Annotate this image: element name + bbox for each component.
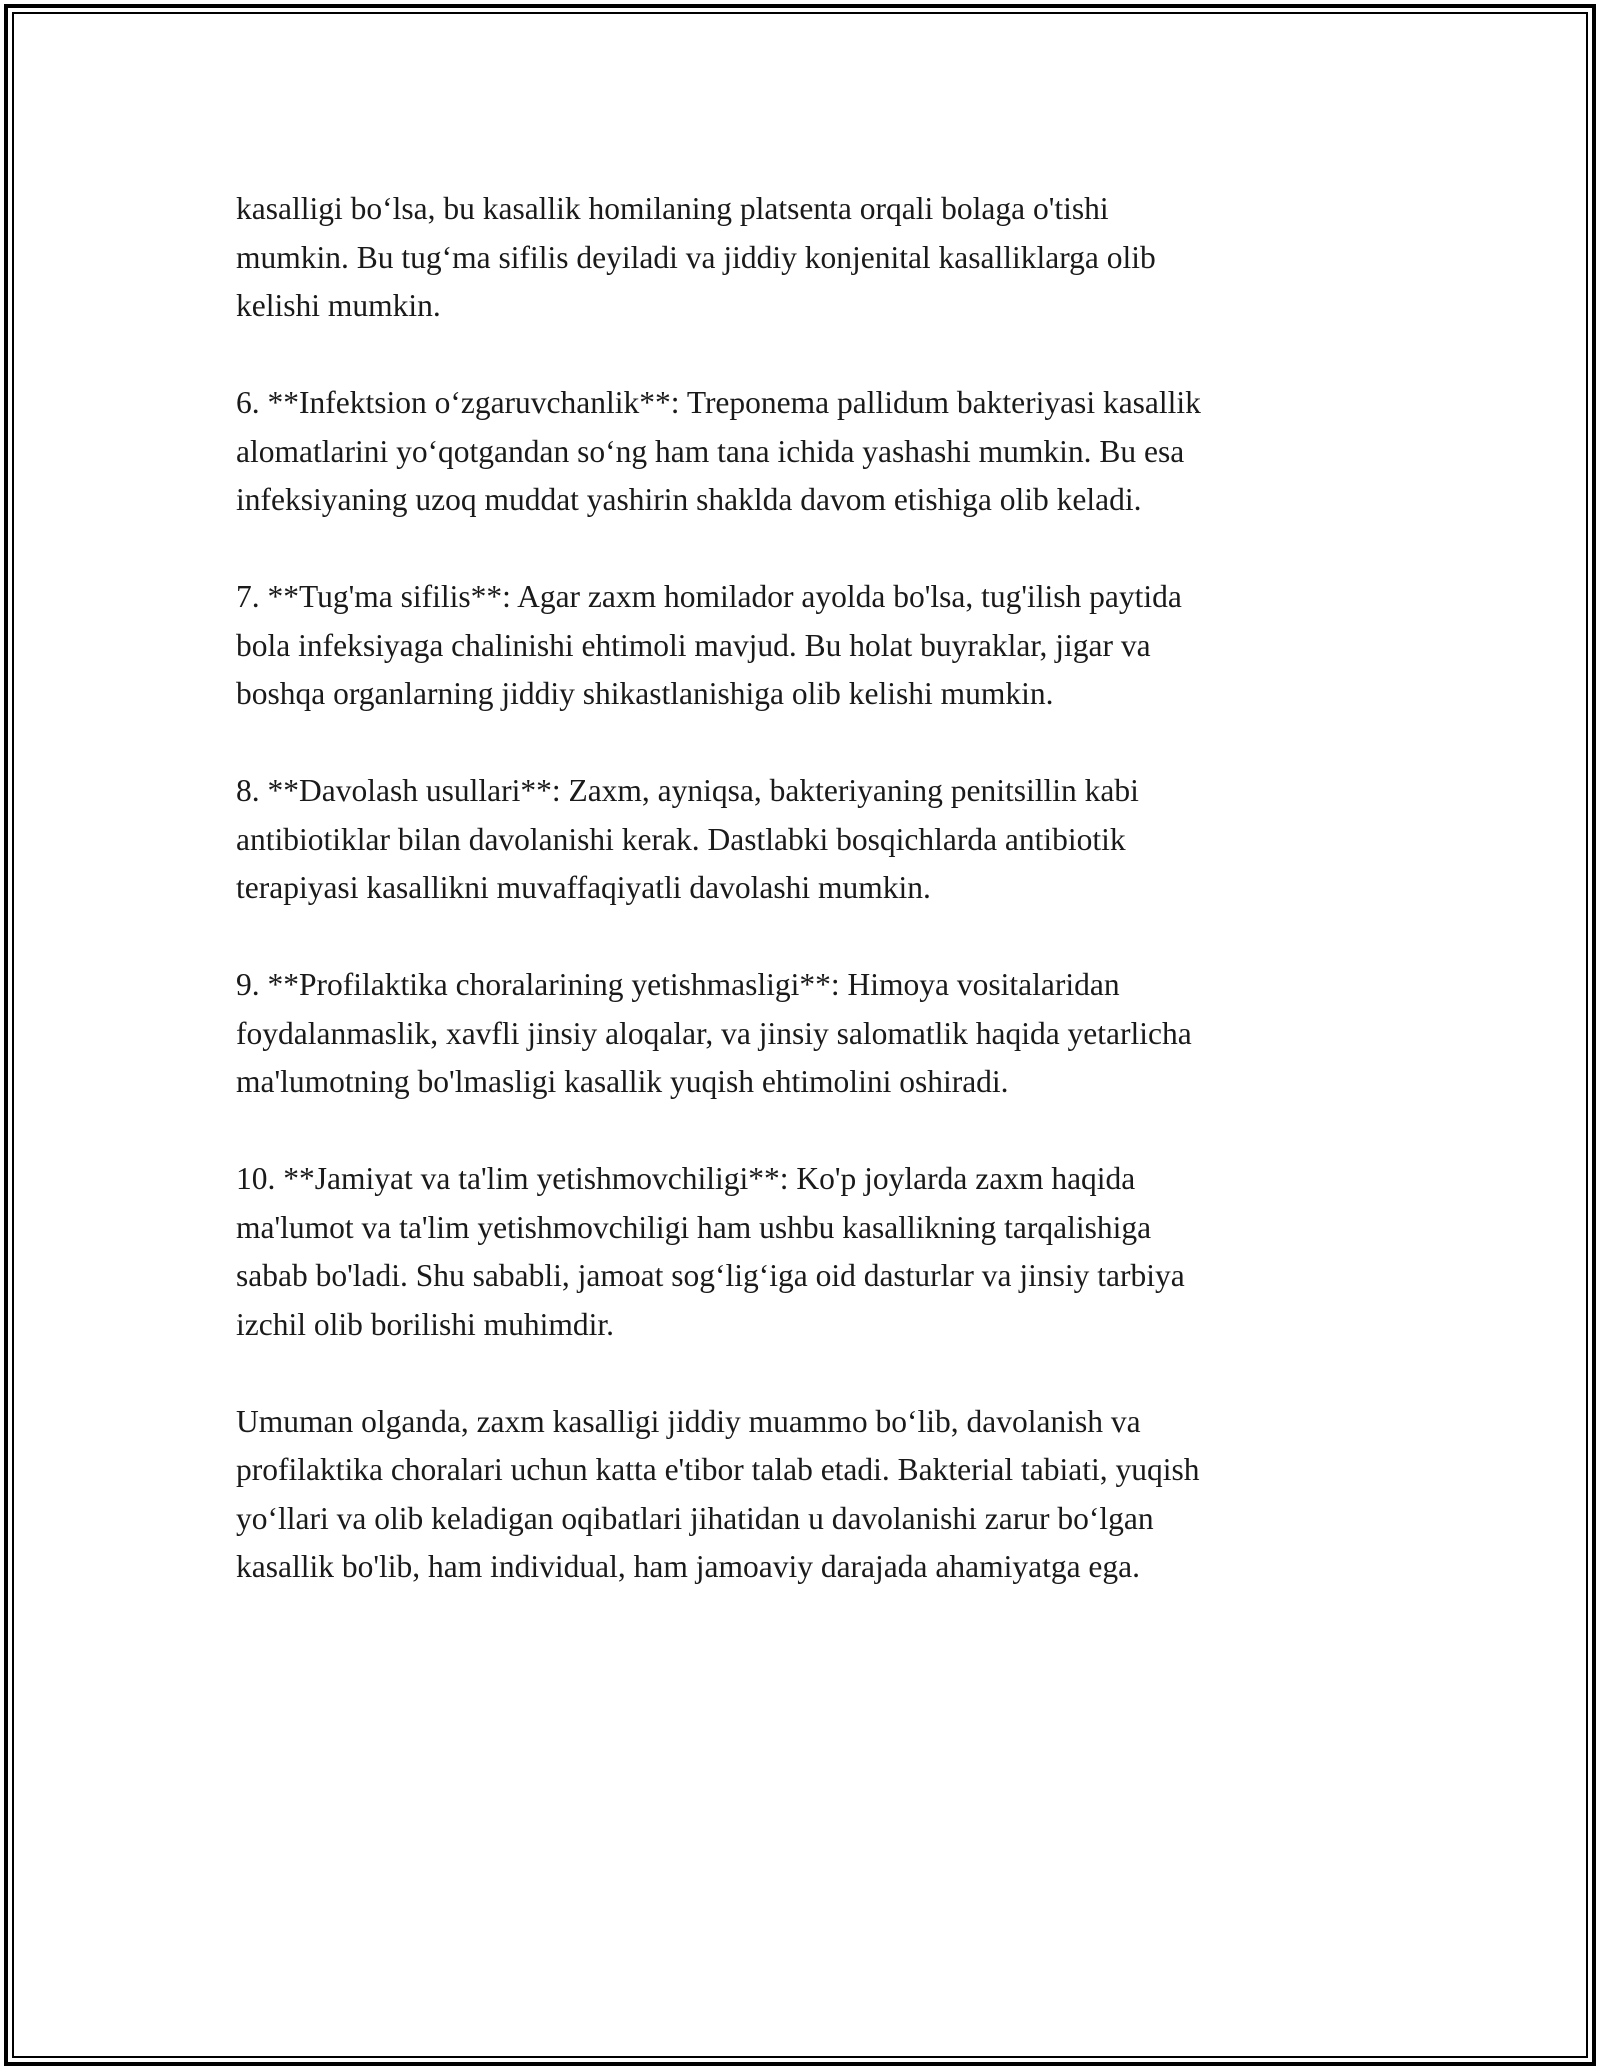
paragraph-item-10: 10. **Jamiyat va ta'lim yetishmovchiligi**: Ko'p joylarda zaxm haqida ma'lumot va ta'lim yetishmovchiligi ham ushbu kasallikning tarqalishiga sabab bo'ladi. Shu sababli, jamoat sog‘lig‘iga oid dasturlar va jinsiy tarbiya izchil olib borilishi muhimdir.: [236, 1161, 1185, 1342]
paragraph-conclusion: Umuman olganda, zaxm kasalligi jiddiy muammo bo‘lib, davolanish va profilaktika choralari uchun katta e'tibor talab etadi. Bakterial tabiati, yuqish yo‘llari va olib keladigan oqibatlari jihatidan u davolanishi zarur bo‘lgan kasallik bo'lib, ham individual, ham jamoaviy darajada ahamiyatga ega.: [236, 1403, 1200, 1584]
paragraph-item-6: 6. **Infektsion o‘zgaruvchanlik**: Treponema pallidum bakteriyasi kasallik alomatlarini yo‘qotgandan so‘ng ham tana ichida yashashi mumkin. Bu esa infeksiyaning uzoq muddat yashirin shaklda davom etishiga olib keladi.: [236, 385, 1201, 517]
document-body: [236, 185, 1376, 1640]
paragraph-item-9: 9. **Profilaktika choralarining yetishmasligi**: Himoya vositalaridan foydalanmaslik, xavfli jinsiy aloqalar, va jinsiy salomatlik haqida yetarlicha ma'lumotning bo'lmasligi kasallik yuqish ehtimolini oshiradi.: [236, 967, 1192, 1099]
paragraph-item-8: 8. **Davolash usullari**: Zaxm, ayniqsa, bakteriyaning penitsillin kabi antibiotiklar bilan davolanishi kerak. Dastlabki bosqichlarda antibiotik terapiyasi kasallikni muvaffaqiyatli davolashi mumkin.: [236, 773, 1139, 905]
paragraph-continuation: kasalligi bo‘lsa, bu kasallik homilaning platsenta orqali bolaga o'tishi mumkin. Bu tug‘ma sifilis deyiladi va jiddiy konjenital kasalliklarga olib kelishi mumkin.: [236, 191, 1156, 323]
paragraph-item-7: 7. **Tug'ma sifilis**: Agar zaxm homilador ayolda bo'lsa, tug'ilish paytida bola infeksiyaga chalinishi ehtimoli mavjud. Bu holat buyraklar, jigar va boshqa organlarning jiddiy shikastlanishiga olib kelishi mumkin.: [236, 579, 1182, 711]
